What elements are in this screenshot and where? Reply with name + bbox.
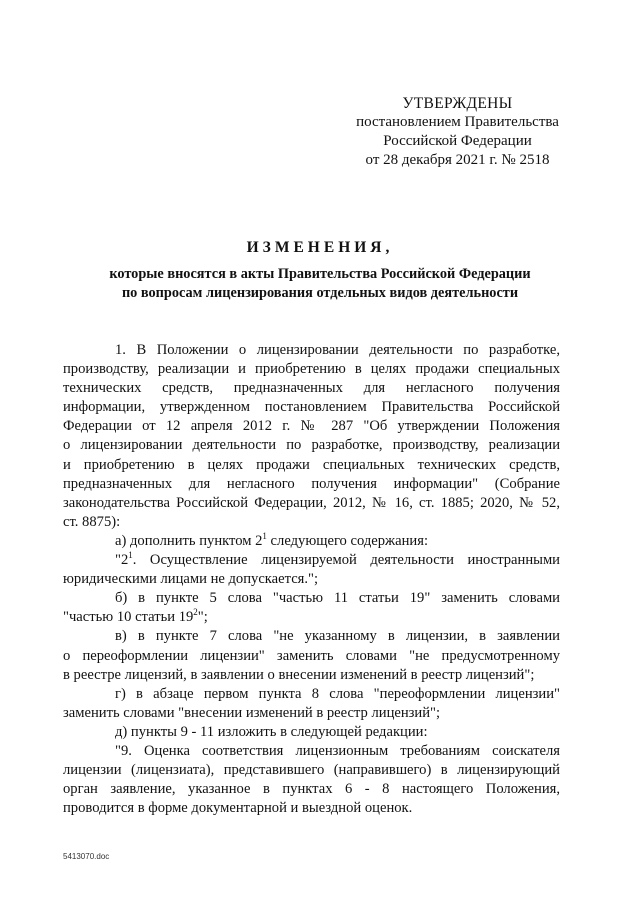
body-line: и приобретению в целях продажи специальных технических средств,: [63, 456, 560, 473]
file-code: 5413070.doc: [63, 852, 110, 861]
body-line: предназначенных для негласного получения информации" (Собрание: [63, 475, 560, 492]
body-line: производству, реализации и приобретению в целях продажи специальных: [63, 361, 560, 378]
body-line: "9. Оценка соответствия лицензионным требованиям соискателя: [115, 742, 560, 759]
body-line: заменить словами "внесении изменений в реестр лицензий";: [63, 704, 441, 721]
body-line: б) в пункте 5 слова "частью 11 статьи 19" заменить словами: [115, 590, 560, 607]
body-line: законодательства Российской Федерации, 2012, № 16, ст. 1885; 2020, № 52,: [63, 494, 560, 511]
body-line: [63, 532, 560, 551]
document-title: ИЗМЕНЕНИЯ,: [246, 239, 394, 256]
body-line: проводится в форме документарной и выездной оценок.: [63, 800, 413, 817]
document-body: [63, 341, 560, 818]
document-subtitle: [40, 265, 600, 302]
body-line: лицензии (лицензиата), представившего (направившего) в лицензирующий: [63, 762, 560, 779]
approval-line-1: постановлением Правительства: [356, 114, 559, 130]
body-line: орган заявление, указанное в пунктах 6 - 8 настоящего Положения,: [63, 781, 560, 798]
body-line: информации, утвержденном постановлением Правительства Российской: [63, 399, 560, 416]
body-text: "частью 10 статьи 19: [63, 609, 194, 626]
body-line: 1. В Положении о лицензировании деятельности по разработке,: [115, 342, 560, 358]
body-line: Федерации от 12 апреля 2012 г. № 287 "Об утверждении Положения: [63, 418, 560, 435]
body-line: [63, 608, 560, 627]
body-line: в реестре лицензий, в заявлении о внесении изменений в реестр лицензий";: [63, 666, 535, 683]
body-line: о переоформлении лицензии" заменить словами "не предусмотренному: [63, 647, 560, 664]
superscript: 1: [262, 530, 267, 541]
approval-line-3: от 28 декабря 2021 г. № 2518: [365, 152, 550, 168]
subtitle-line-1: которые вносятся в акты Правительства Российской Федерации: [109, 266, 531, 282]
body-line: [63, 551, 560, 570]
superscript: 1: [128, 551, 133, 561]
approval-title: УТВЕРЖДЕНЫ: [402, 95, 513, 112]
body-line: г) в абзаце первом пункта 8 слова "переоформлении лицензии": [115, 685, 560, 702]
body-line: в) в пункте 7 слова "не указанному в лицензии, в заявлении: [115, 628, 560, 645]
body-text: "2: [115, 552, 129, 569]
approval-line-2: Российской Федерации: [383, 133, 532, 149]
approval-block: [340, 94, 575, 170]
body-text: . Осуществление лицензируемой деятельности иностранными: [132, 552, 560, 569]
body-text: следующего содержания:: [266, 532, 429, 549]
superscript: 2: [193, 607, 198, 618]
body-line: технических средств, предназначенных для негласного получения: [63, 380, 560, 397]
body-line: о лицензировании деятельности по разработке, производству, реализации: [63, 437, 560, 454]
body-text: а) дополнить пунктом 2: [115, 532, 263, 549]
body-line: ст. 8875):: [63, 513, 121, 530]
body-line: юридическими лицами не допускается.";: [63, 571, 319, 588]
subtitle-line-2: по вопросам лицензирования отдельных видов деятельности: [121, 284, 519, 301]
body-text: ";: [197, 609, 208, 626]
body-line: д) пункты 9 - 11 изложить в следующей редакции:: [115, 723, 428, 740]
